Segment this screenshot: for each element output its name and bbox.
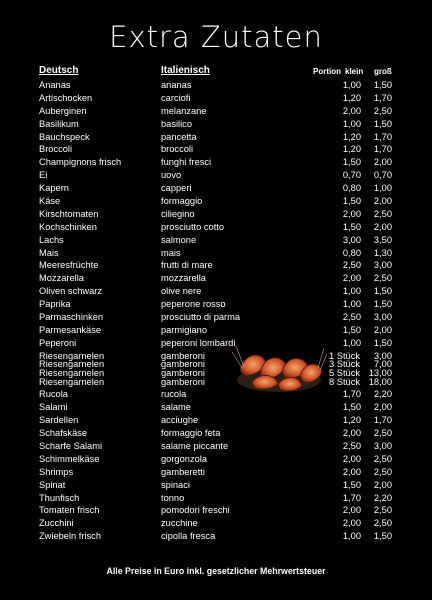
cell-de: Scharfe Salami — [39, 441, 103, 452]
cell-portion: 3 Stück — [328, 359, 360, 370]
cell-it: frutti di mare — [161, 260, 213, 271]
table-header — [0, 65, 432, 79]
cell-klein: 1,50 — [342, 196, 361, 207]
cell-klein: 2,00 — [342, 105, 361, 116]
cell-klein: 2,00 — [342, 453, 361, 464]
cell-de: Parmesankäse — [39, 324, 102, 335]
cell-klein: 1,20 — [342, 415, 361, 426]
cell-it: broccoli — [161, 144, 194, 155]
table-row — [0, 156, 432, 169]
cell-it: gamberoni — [161, 359, 205, 370]
table-row — [0, 272, 432, 285]
table-row — [0, 298, 432, 311]
cell-klein: 0,80 — [342, 247, 361, 258]
cell-it: spinaci — [161, 479, 190, 490]
header-portion: Portion — [313, 67, 341, 76]
table-row — [0, 427, 432, 440]
shrimp-icon — [230, 340, 328, 396]
cell-it: basilico — [161, 118, 193, 129]
cell-it: carciofi — [161, 92, 191, 103]
cell-de: Basilikum — [39, 118, 79, 129]
table-row — [0, 92, 432, 105]
cell-it: formaggio feta — [161, 428, 221, 439]
table-row — [0, 285, 432, 298]
cell-it: zucchine — [161, 518, 198, 529]
cell-gross: 2,00 — [373, 479, 392, 490]
cell-klein: 1,20 — [342, 92, 361, 103]
cell-de: Paprika — [39, 299, 71, 310]
cell-de: Salami — [39, 402, 68, 413]
cell-it: mozzarella — [161, 273, 206, 284]
cell-de: Lachs — [39, 234, 64, 245]
cell-klein: 2,00 — [342, 273, 361, 284]
table-row — [0, 259, 432, 272]
cell-it: pomodori freschi — [161, 505, 230, 516]
cell-klein: 1,70 — [342, 389, 361, 400]
cell-de: Oliven schwarz — [39, 286, 103, 297]
cell-klein: 2,50 — [342, 312, 361, 323]
cell-de: Spinat — [39, 479, 66, 490]
cell-it: ananas — [161, 80, 192, 90]
cell-de: Mozzarella — [39, 273, 84, 284]
table-row — [0, 440, 432, 453]
cell-de: Mais — [39, 247, 59, 258]
cell-it: olive nere — [161, 286, 202, 297]
table-row — [0, 453, 432, 466]
cell-de: Riesengarnelen — [39, 350, 105, 361]
cell-de: Riesengarnelen — [39, 359, 105, 370]
cell-gross: 3,00 — [373, 441, 392, 452]
cell-gross: 1,70 — [373, 415, 392, 426]
cell-portion: 1 Stück — [328, 350, 360, 361]
cell-gross: 7,00 — [373, 359, 392, 370]
cell-it: pancetta — [161, 131, 197, 142]
cell-de: Kochschinken — [39, 221, 97, 232]
cell-klein: 1,50 — [342, 324, 361, 335]
cell-de: Meeresfrüchte — [39, 260, 99, 271]
cell-klein: 1,50 — [342, 479, 361, 490]
table-row — [0, 479, 432, 492]
cell-gross: 0,70 — [373, 170, 392, 181]
cell-it: rucola — [161, 389, 187, 400]
cell-it: gamberoni — [161, 376, 205, 387]
cell-gross: 1,50 — [373, 286, 392, 297]
cell-gross: 3,00 — [373, 312, 392, 323]
cell-gross: 2,50 — [373, 105, 392, 116]
cell-it: salmone — [161, 234, 197, 245]
cell-it: cipolla fresca — [161, 531, 216, 542]
cell-it: gorgonzola — [161, 453, 208, 464]
cell-gross: 2,00 — [373, 221, 392, 232]
cell-it: formaggio — [161, 196, 203, 207]
cell-gross: 1,50 — [373, 299, 392, 310]
page-title: Extra Zutaten — [109, 20, 323, 54]
table-row — [0, 195, 432, 208]
cell-de: Ei — [39, 170, 48, 181]
table-row — [0, 118, 432, 131]
cell-de: Shrimps — [39, 466, 74, 477]
cell-it: ciliegino — [161, 208, 195, 219]
cell-gross: 2,20 — [373, 389, 392, 400]
cell-klein: 1,00 — [342, 118, 361, 129]
cell-gross: 2,00 — [373, 157, 392, 168]
cell-gross: 3,00 — [373, 260, 392, 271]
cell-it: uovo — [161, 170, 182, 181]
cell-de: Kirschtomaten — [39, 208, 99, 219]
table-row — [0, 105, 432, 118]
table-row — [0, 234, 432, 247]
cell-it: acciughe — [161, 415, 199, 426]
cell-klein: 1,00 — [342, 337, 361, 348]
price-table — [0, 79, 432, 543]
cell-de: Champignons frisch — [39, 157, 122, 168]
table-row — [0, 324, 432, 337]
table-row — [0, 311, 432, 324]
table-row — [0, 401, 432, 414]
cell-de: Riesengarnelen — [39, 368, 105, 379]
table-row — [0, 208, 432, 221]
cell-klein: 2,50 — [342, 260, 361, 271]
cell-klein: 1,50 — [342, 221, 361, 232]
cell-gross: 1,00 — [373, 183, 392, 194]
cell-gross: 2,50 — [373, 428, 392, 439]
cell-gross: 1,50 — [373, 531, 392, 542]
cell-it: parmigiano — [161, 324, 207, 335]
table-row — [0, 169, 432, 182]
table-row — [0, 517, 432, 530]
cell-klein: 2,00 — [342, 208, 361, 219]
cell-de: Riesengarnelen — [39, 376, 105, 387]
cell-gross: 2,00 — [373, 324, 392, 335]
cell-gross: 2,50 — [373, 518, 392, 529]
table-row — [0, 131, 432, 144]
cell-it: tonno — [161, 492, 185, 503]
cell-de: Broccoli — [39, 144, 73, 155]
cell-klein: 1,50 — [342, 157, 361, 168]
cell-it: salame — [161, 402, 191, 413]
table-row — [0, 378, 432, 387]
cell-de: Thunfisch — [39, 492, 80, 503]
cell-portion: 5 Stück — [328, 368, 360, 379]
cell-it: salame piccante — [161, 441, 229, 452]
cell-gross: 1,50 — [373, 337, 392, 348]
cell-gross: 1,30 — [373, 247, 392, 258]
cell-it: capperi — [161, 183, 192, 194]
cell-gross: 13,00 — [368, 368, 392, 379]
cell-de: Peperoni — [39, 337, 77, 348]
cell-de: Zwiebeln frisch — [39, 531, 102, 542]
cell-klein: 1,70 — [342, 492, 361, 503]
cell-it: gamberoni — [161, 368, 205, 379]
cell-gross: 2,50 — [373, 208, 392, 219]
cell-de: Artischocken — [39, 92, 93, 103]
cell-klein: 2,00 — [342, 505, 361, 516]
cell-klein: 2,50 — [342, 441, 361, 452]
cell-de: Schafskäse — [39, 428, 88, 439]
cell-klein: 2,00 — [342, 428, 361, 439]
cell-klein: 1,00 — [342, 299, 361, 310]
header-klein: klein — [345, 67, 364, 76]
cell-de: Bauchspeck — [39, 131, 90, 142]
table-row — [0, 466, 432, 479]
table-row — [0, 414, 432, 427]
table-row — [0, 182, 432, 195]
cell-de: Schimmelkäse — [39, 453, 100, 464]
table-row — [0, 388, 432, 401]
table-row — [0, 79, 432, 92]
cell-gross: 1,50 — [373, 118, 392, 129]
cell-gross: 2,50 — [373, 505, 392, 516]
cell-gross: 2,50 — [373, 453, 392, 464]
cell-de: Rucola — [39, 389, 68, 400]
cell-it: peperone rosso — [161, 299, 226, 310]
cell-portion: 8 Stück — [328, 376, 360, 387]
header-italienisch: Italienisch — [161, 65, 210, 76]
cell-it: mais — [161, 247, 181, 258]
cell-gross: 2,20 — [373, 492, 392, 503]
cell-klein: 1,00 — [342, 531, 361, 542]
cell-de: Tomaten frisch — [39, 505, 100, 516]
cell-gross: 18,00 — [368, 376, 392, 387]
cell-it: melanzane — [161, 105, 207, 116]
cell-klein: 3,00 — [342, 234, 361, 245]
cell-it: prosciutto cotto — [161, 221, 225, 232]
cell-gross: 1,70 — [373, 144, 392, 155]
cell-gross: 1,50 — [373, 80, 392, 90]
cell-klein: 2,00 — [342, 518, 361, 529]
cell-klein: 1,00 — [342, 80, 361, 90]
cell-de: Zucchini — [39, 518, 74, 529]
cell-klein: 0,80 — [342, 183, 361, 194]
header-gross: groß — [374, 67, 392, 76]
cell-gross: 3,00 — [373, 350, 392, 361]
table-row — [0, 247, 432, 260]
cell-it: gamberoni — [161, 350, 205, 361]
table-row — [0, 143, 432, 156]
cell-klein: 1,20 — [342, 131, 361, 142]
cell-gross: 1,70 — [373, 131, 392, 142]
cell-de: Kapern — [39, 183, 69, 194]
cell-klein: 2,00 — [342, 466, 361, 477]
cell-it: peperoni lombardi — [161, 337, 236, 348]
cell-klein: 1,50 — [342, 402, 361, 413]
table-row — [0, 337, 432, 350]
cell-de: Käse — [39, 196, 61, 207]
cell-it: gamberetti — [161, 466, 205, 477]
cell-gross: 2,00 — [373, 196, 392, 207]
cell-de: Ananas — [39, 80, 71, 90]
cell-gross: 1,70 — [373, 92, 392, 103]
table-row — [0, 504, 432, 517]
cell-de: Auberginen — [39, 105, 87, 116]
cell-de: Parmaschinken — [39, 312, 104, 323]
table-row — [0, 530, 432, 543]
table-row — [0, 221, 432, 234]
cell-it: prosciutto di parma — [161, 312, 241, 323]
cell-klein: 1,00 — [342, 286, 361, 297]
cell-klein: 1,20 — [342, 144, 361, 155]
cell-gross: 3,50 — [373, 234, 392, 245]
cell-de: Sardellen — [39, 415, 79, 426]
cell-gross: 2,00 — [373, 402, 392, 413]
cell-gross: 2,50 — [373, 273, 392, 284]
cell-gross: 2,50 — [373, 466, 392, 477]
header-deutsch: Deutsch — [39, 65, 79, 76]
footer-note: Alle Preise in Euro inkl. gesetzlicher Mehrwertsteuer — [106, 566, 326, 576]
cell-it: funghi fresci — [161, 157, 212, 168]
table-row — [0, 492, 432, 505]
cell-klein: 0,70 — [342, 170, 361, 181]
